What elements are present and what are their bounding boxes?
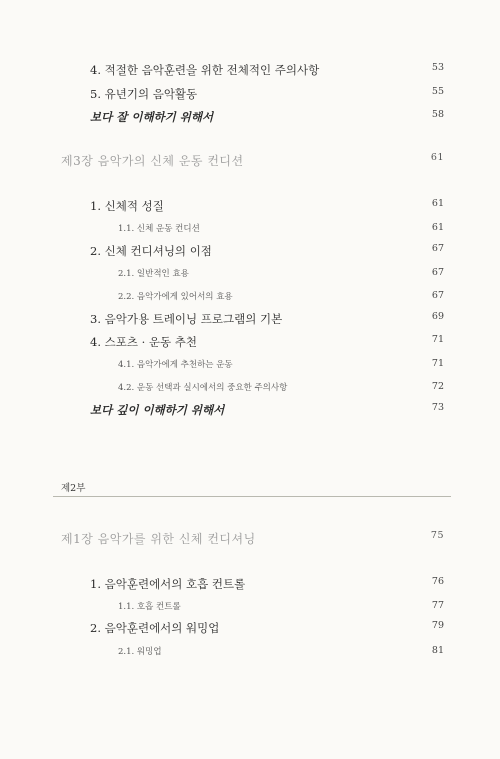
part-heading: 제2부 <box>61 483 86 494</box>
toc-entry-label: 1. 음악훈련에서의 호흡 컨트롤 <box>90 577 246 591</box>
toc-entry <box>90 243 444 259</box>
toc-entry-label: 4. 적절한 음악훈련을 위한 전체적인 주의사항 <box>90 63 320 77</box>
toc-subentry <box>118 645 444 657</box>
toc-entry-page: 67 <box>431 243 444 254</box>
toc-entry-label: 4. 스포츠 · 운동 추천 <box>90 335 198 349</box>
toc-subentry-label: 4.2. 운동 선택과 실시에서의 중요한 주의사항 <box>118 383 288 393</box>
toc-subentry-label: 2.1. 워밍업 <box>118 647 162 657</box>
toc-entry-page: 71 <box>431 334 444 345</box>
chapter-heading <box>61 152 444 169</box>
toc-entry-page: 55 <box>431 86 444 97</box>
toc-entry <box>90 109 444 125</box>
toc-subentry <box>118 290 444 302</box>
chapter-title: 제3장 음악가의 신체 운동 컨디션 <box>61 154 244 168</box>
toc-entry-label: 1. 신체적 성질 <box>90 199 164 213</box>
toc-entry-page: 61 <box>431 198 444 209</box>
toc-entry-page: 58 <box>431 109 444 120</box>
toc-entry-page: 72 <box>431 381 444 392</box>
chapter-page: 75 <box>430 530 444 541</box>
toc-entry <box>90 402 444 418</box>
toc-entry <box>90 62 444 78</box>
chapter-page: 61 <box>430 152 444 163</box>
toc-entry-label: 2. 신체 컨디셔닝의 이점 <box>90 244 212 258</box>
part-divider <box>53 496 451 497</box>
toc-subentry <box>118 358 444 370</box>
chapter-title: 제1장 음악가를 위한 신체 컨디셔닝 <box>61 532 256 546</box>
toc-entry <box>90 576 444 592</box>
toc-entry-page: 81 <box>431 645 444 656</box>
toc-entry <box>90 334 444 350</box>
toc-entry-label: 보다 잘 이해하기 위해서 <box>90 110 214 124</box>
toc-entry-label: 5. 유년기의 음악활동 <box>90 87 198 101</box>
toc-subentry <box>118 267 444 279</box>
toc-entry-page: 69 <box>431 311 444 322</box>
toc-subentry-label: 1.1. 호흡 컨트롤 <box>118 602 181 612</box>
toc-entry <box>90 86 444 102</box>
toc-subentry-label: 2.1. 일반적인 효용 <box>118 269 189 279</box>
toc-entry <box>90 198 444 214</box>
toc-entry <box>90 311 444 327</box>
toc-entry-page: 77 <box>431 600 444 611</box>
toc-entry <box>90 620 444 636</box>
toc-subentry <box>118 222 444 234</box>
toc-entry-label: 3. 음악가용 트레이닝 프로그램의 기본 <box>90 312 283 326</box>
toc-subentry-label: 4.1. 음악가에게 추천하는 운동 <box>118 360 233 370</box>
toc-entry-page: 73 <box>431 402 444 413</box>
toc-subentry-label: 2.2. 음악가에게 있어서의 효용 <box>118 292 233 302</box>
toc-entry-page: 76 <box>431 576 444 587</box>
toc-entry-page: 67 <box>431 267 444 278</box>
toc-entry-label: 2. 음악훈련에서의 워밍업 <box>90 621 220 635</box>
toc-entry-page: 61 <box>431 222 444 233</box>
toc-entry-page: 71 <box>431 358 444 369</box>
toc-entry-page: 53 <box>431 62 444 73</box>
toc-entry-page: 67 <box>431 290 444 301</box>
toc-subentry <box>118 600 444 612</box>
toc-entry-page: 79 <box>431 620 444 631</box>
chapter-heading <box>61 530 444 547</box>
toc-subentry <box>118 381 444 393</box>
toc-entry-label: 보다 깊이 이해하기 위해서 <box>90 403 225 417</box>
toc-subentry-label: 1.1. 신체 운동 컨디션 <box>118 224 200 234</box>
